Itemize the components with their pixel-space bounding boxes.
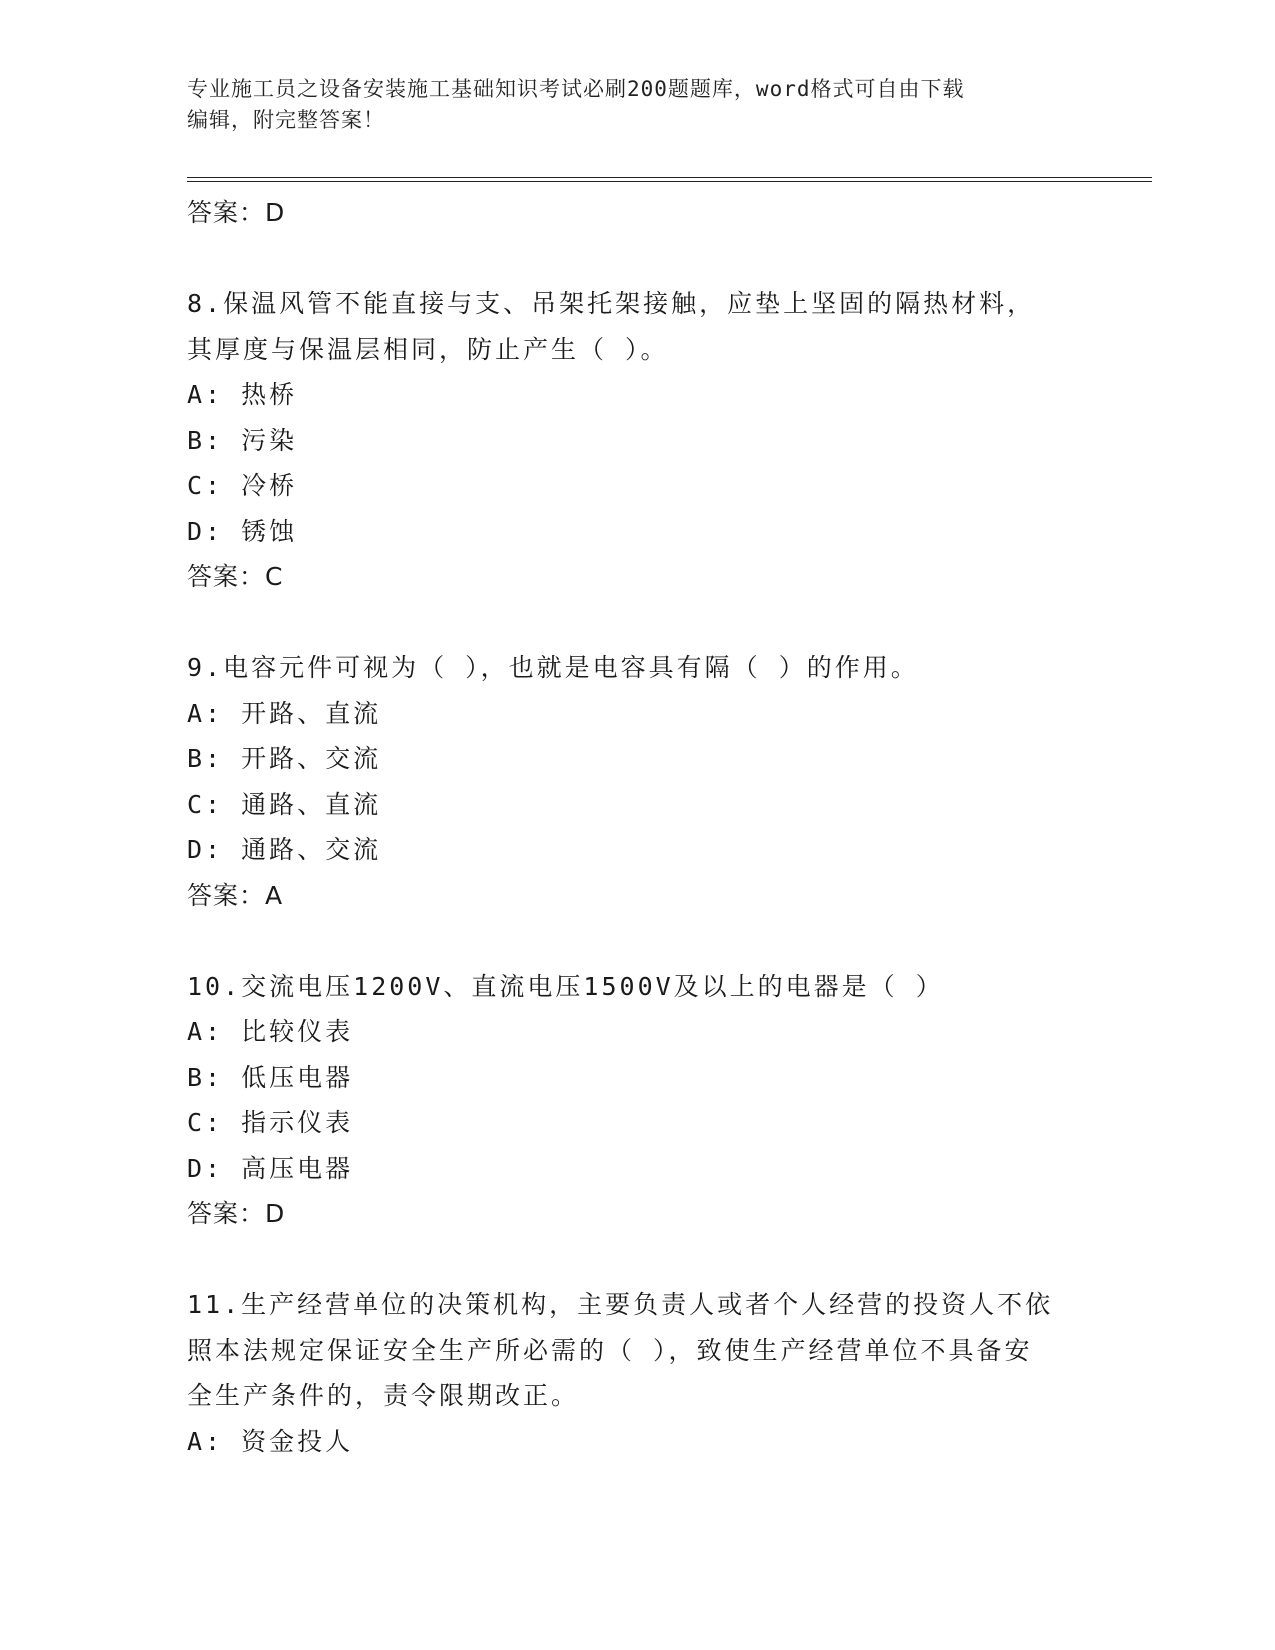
question-10-option-a: A: 比较仪表 — [187, 1017, 354, 1046]
question-10-option-c: C: 指示仪表 — [187, 1108, 354, 1137]
question-11-text-line-2: 照本法规定保证安全生产所必需的（ ），致使生产经营单位不具备安 — [187, 1335, 1033, 1365]
question-9-text-line-1: 9.电容元件可视为（ ），也就是电容具有隔（ ）的作用。 — [187, 653, 919, 682]
question-list — [187, 190, 1087, 1464]
question-9-option-d: D: 通路、交流 — [187, 835, 382, 864]
question-8-option-b: B: 污染 — [187, 425, 298, 455]
header-title-line-1: 专业施工员之设备安装施工基础知识考试必刷200题题库，word格式可自由下载 — [187, 77, 965, 101]
question-10 — [187, 964, 1087, 1237]
spacer — [187, 918, 1087, 964]
question-11-option-a: A: 资金投人 — [187, 1426, 354, 1456]
question-11-text-line-1: 11.生产经营单位的决策机构，主要负责人或者个人经营的投资人不依 — [187, 1290, 1054, 1319]
spacer — [187, 600, 1087, 646]
question-8-option-c: C: 冷桥 — [187, 471, 298, 500]
question-8-option-d: D: 锈蚀 — [187, 516, 298, 546]
question-8-option-a: A: 热桥 — [187, 380, 298, 409]
question-9-option-b: B: 开路、交流 — [187, 744, 382, 773]
question-9 — [187, 645, 1087, 918]
question-9-answer: 答案：A — [187, 880, 284, 910]
question-11-text-line-3: 全生产条件的，责令限期改正。 — [187, 1381, 580, 1410]
previous-answer: 答案：D — [187, 198, 286, 227]
question-10-option-d: D: 高压电器 — [187, 1153, 354, 1183]
question-8-text-line-1: 8.保温风管不能直接与支、吊架托架接触，应垫上坚固的隔热材料， — [187, 289, 1036, 318]
question-8-answer: 答案：C — [187, 562, 284, 591]
question-11 — [187, 1282, 1087, 1464]
header-title-line-2: 编辑，附完整答案！ — [187, 108, 385, 132]
question-10-text-line-1: 10.交流电压1200V、直流电压1500V及以上的电器是（ ） — [187, 971, 944, 1001]
spacer — [187, 1237, 1087, 1283]
spacer — [187, 236, 1087, 282]
question-9-option-c: C: 通路、直流 — [187, 789, 382, 819]
header-divider-top — [187, 177, 1152, 178]
question-10-answer: 答案：D — [187, 1199, 286, 1228]
header-divider-bottom — [187, 181, 1152, 182]
page-header — [187, 74, 1067, 136]
question-9-option-a: A: 开路、直流 — [187, 698, 382, 728]
question-10-option-b: B: 低压电器 — [187, 1062, 354, 1092]
question-8-text-line-2: 其厚度与保温层相同，防止产生（ ）。 — [187, 334, 669, 364]
question-8 — [187, 281, 1087, 600]
